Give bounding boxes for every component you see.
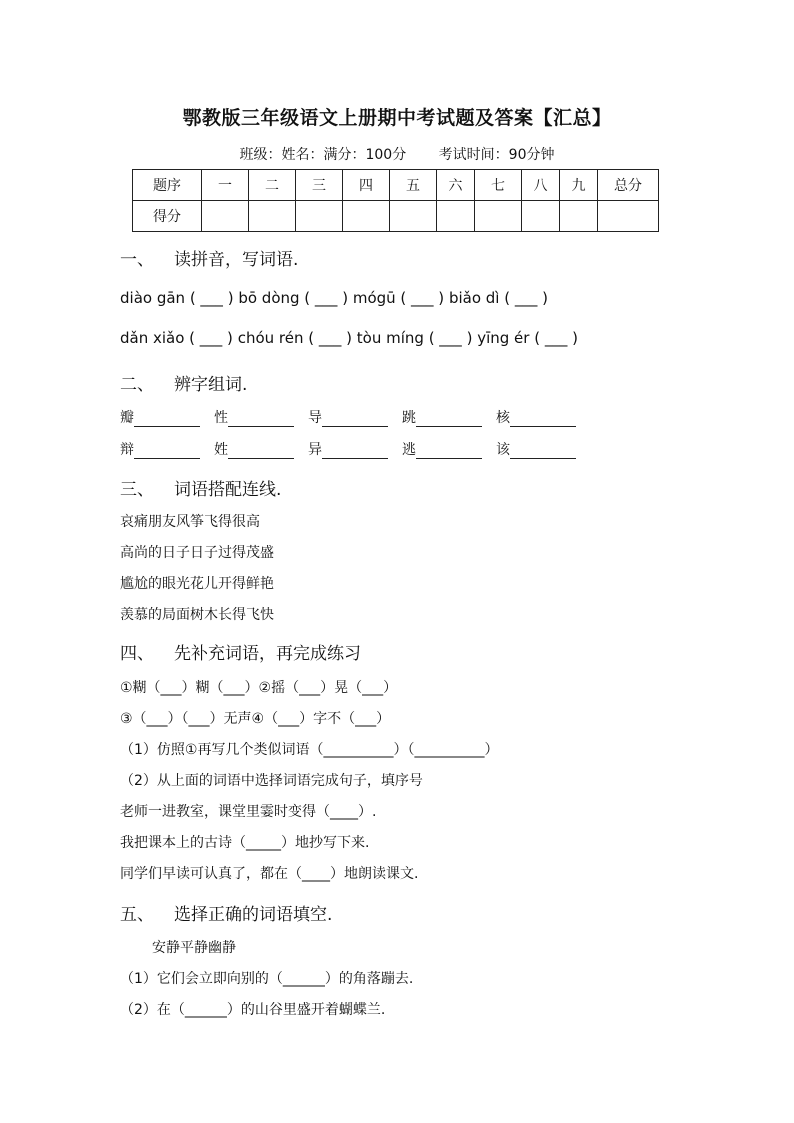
score-row-label: 得分 bbox=[133, 201, 202, 232]
header-cell: 一 bbox=[202, 170, 249, 201]
score-cell[interactable] bbox=[343, 201, 390, 232]
answer-blank[interactable] bbox=[510, 411, 576, 427]
char-item: 跳 bbox=[402, 407, 482, 427]
exercise-line: （1）仿照①再写几个类似词语（__________）（__________） bbox=[120, 742, 499, 758]
char-item: 姓 bbox=[214, 439, 294, 459]
word-bank: 安静平静幽静 bbox=[152, 940, 236, 956]
pinyin-item: diào gān ( ___ ) bbox=[120, 289, 234, 307]
score-cell[interactable] bbox=[475, 201, 522, 232]
pinyin-item: chóu rén ( ___ ) bbox=[237, 329, 352, 347]
section-title: 先补充词语，再完成练习 bbox=[174, 644, 361, 664]
char-item: 性 bbox=[214, 407, 294, 427]
header-cell: 二 bbox=[249, 170, 296, 201]
score-cell[interactable] bbox=[296, 201, 343, 232]
score-cell[interactable] bbox=[249, 201, 296, 232]
header-cell: 三 bbox=[296, 170, 343, 201]
char-group-row-1 bbox=[120, 407, 576, 427]
answer-blank[interactable] bbox=[134, 411, 200, 427]
score-cell[interactable] bbox=[202, 201, 249, 232]
header-cell: 八 bbox=[522, 170, 560, 201]
exercise-line: 同学们早读可认真了，都在（____）地朗读课文. bbox=[120, 866, 419, 882]
char-item: 逃 bbox=[402, 439, 482, 459]
pinyin-item: biǎo dì ( ___ ) bbox=[448, 289, 548, 307]
header-cell: 六 bbox=[437, 170, 475, 201]
answer-blank[interactable] bbox=[228, 411, 294, 427]
pinyin-item: dǎn xiǎo ( ___ ) bbox=[120, 329, 233, 347]
matching-line: 高尚的日子日子过得茂盛 bbox=[120, 545, 274, 561]
score-cell[interactable] bbox=[437, 201, 475, 232]
answer-blank[interactable] bbox=[322, 411, 388, 427]
matching-line: 尴尬的眼光花儿开得鲜艳 bbox=[120, 576, 274, 592]
exercise-line: 我把课本上的古诗（_____）地抄写下来. bbox=[120, 835, 370, 851]
answer-blank[interactable] bbox=[510, 443, 576, 459]
score-cell[interactable] bbox=[390, 201, 437, 232]
class-name-score-label: 班级：姓名：满分：100分 bbox=[239, 147, 407, 163]
pinyin-item: tòu míng ( ___ ) bbox=[356, 329, 473, 347]
header-cell: 总分 bbox=[598, 170, 659, 201]
pinyin-item: bō dòng ( ___ ) bbox=[238, 289, 349, 307]
section-number: 四、 bbox=[120, 644, 154, 664]
answer-blank[interactable] bbox=[416, 411, 482, 427]
char-item: 异 bbox=[308, 439, 388, 459]
matching-line: 羡慕的局面树木长得飞快 bbox=[120, 607, 274, 623]
exercise-line: ③（___）（___）无声④（___）字不（___） bbox=[120, 711, 391, 727]
char-item: 瓣 bbox=[120, 407, 200, 427]
exercise-line: （1）它们会立即向别的（______）的角落蹦去. bbox=[120, 971, 414, 987]
char-item: 该 bbox=[496, 439, 576, 459]
exam-time-label: 考试时间：90分钟 bbox=[438, 147, 555, 163]
char-group-row-2 bbox=[120, 439, 576, 459]
char-item: 核 bbox=[496, 407, 576, 427]
section-4-heading bbox=[120, 639, 361, 664]
header-cell: 九 bbox=[560, 170, 598, 201]
header-cell: 题序 bbox=[133, 170, 202, 201]
exam-info bbox=[0, 144, 794, 164]
score-cell[interactable] bbox=[560, 201, 598, 232]
exercise-line: ①糊（___）糊（___）②摇（___）晃（___） bbox=[120, 680, 398, 696]
score-table-header-row bbox=[133, 170, 659, 201]
pinyin-item: yīng ér ( ___ ) bbox=[477, 329, 578, 347]
header-cell: 七 bbox=[475, 170, 522, 201]
section-title: 读拼音，写词语. bbox=[174, 250, 299, 270]
exercise-line: （2）从上面的词语中选择词语完成句子，填序号 bbox=[120, 773, 423, 789]
char-item: 导 bbox=[308, 407, 388, 427]
answer-blank[interactable] bbox=[322, 443, 388, 459]
answer-blank[interactable] bbox=[134, 443, 200, 459]
score-cell[interactable] bbox=[522, 201, 560, 232]
score-table-score-row bbox=[133, 201, 659, 232]
matching-line: 哀痛朋友风筝飞得很高 bbox=[120, 514, 260, 530]
page-title: 鄂教版三年级语文上册期中考试题及答案【汇总】 bbox=[182, 107, 612, 129]
section-number: 三、 bbox=[120, 480, 154, 500]
score-table bbox=[132, 169, 659, 232]
section-3-heading bbox=[120, 475, 281, 500]
section-title: 词语搭配连线. bbox=[174, 480, 282, 500]
char-item: 辩 bbox=[120, 439, 200, 459]
section-5-heading bbox=[120, 900, 332, 925]
pinyin-item: mógū ( ___ ) bbox=[352, 289, 445, 307]
header-cell: 五 bbox=[390, 170, 437, 201]
answer-blank[interactable] bbox=[416, 443, 482, 459]
score-cell[interactable] bbox=[598, 201, 659, 232]
section-title: 辨字组词. bbox=[174, 375, 248, 395]
section-1-heading bbox=[120, 245, 298, 270]
pinyin-row-2 bbox=[120, 329, 578, 347]
section-number: 一、 bbox=[120, 250, 154, 270]
section-2-heading bbox=[120, 370, 247, 395]
exercise-line: （2）在（______）的山谷里盛开着蝴蝶兰. bbox=[120, 1002, 386, 1018]
section-number: 五、 bbox=[120, 905, 154, 925]
section-title: 选择正确的词语填空. bbox=[174, 905, 333, 925]
header-cell: 四 bbox=[343, 170, 390, 201]
answer-blank[interactable] bbox=[228, 443, 294, 459]
pinyin-row-1 bbox=[120, 289, 548, 307]
exercise-line: 老师一进教室，课堂里霎时变得（____）. bbox=[120, 804, 377, 820]
section-number: 二、 bbox=[120, 375, 154, 395]
